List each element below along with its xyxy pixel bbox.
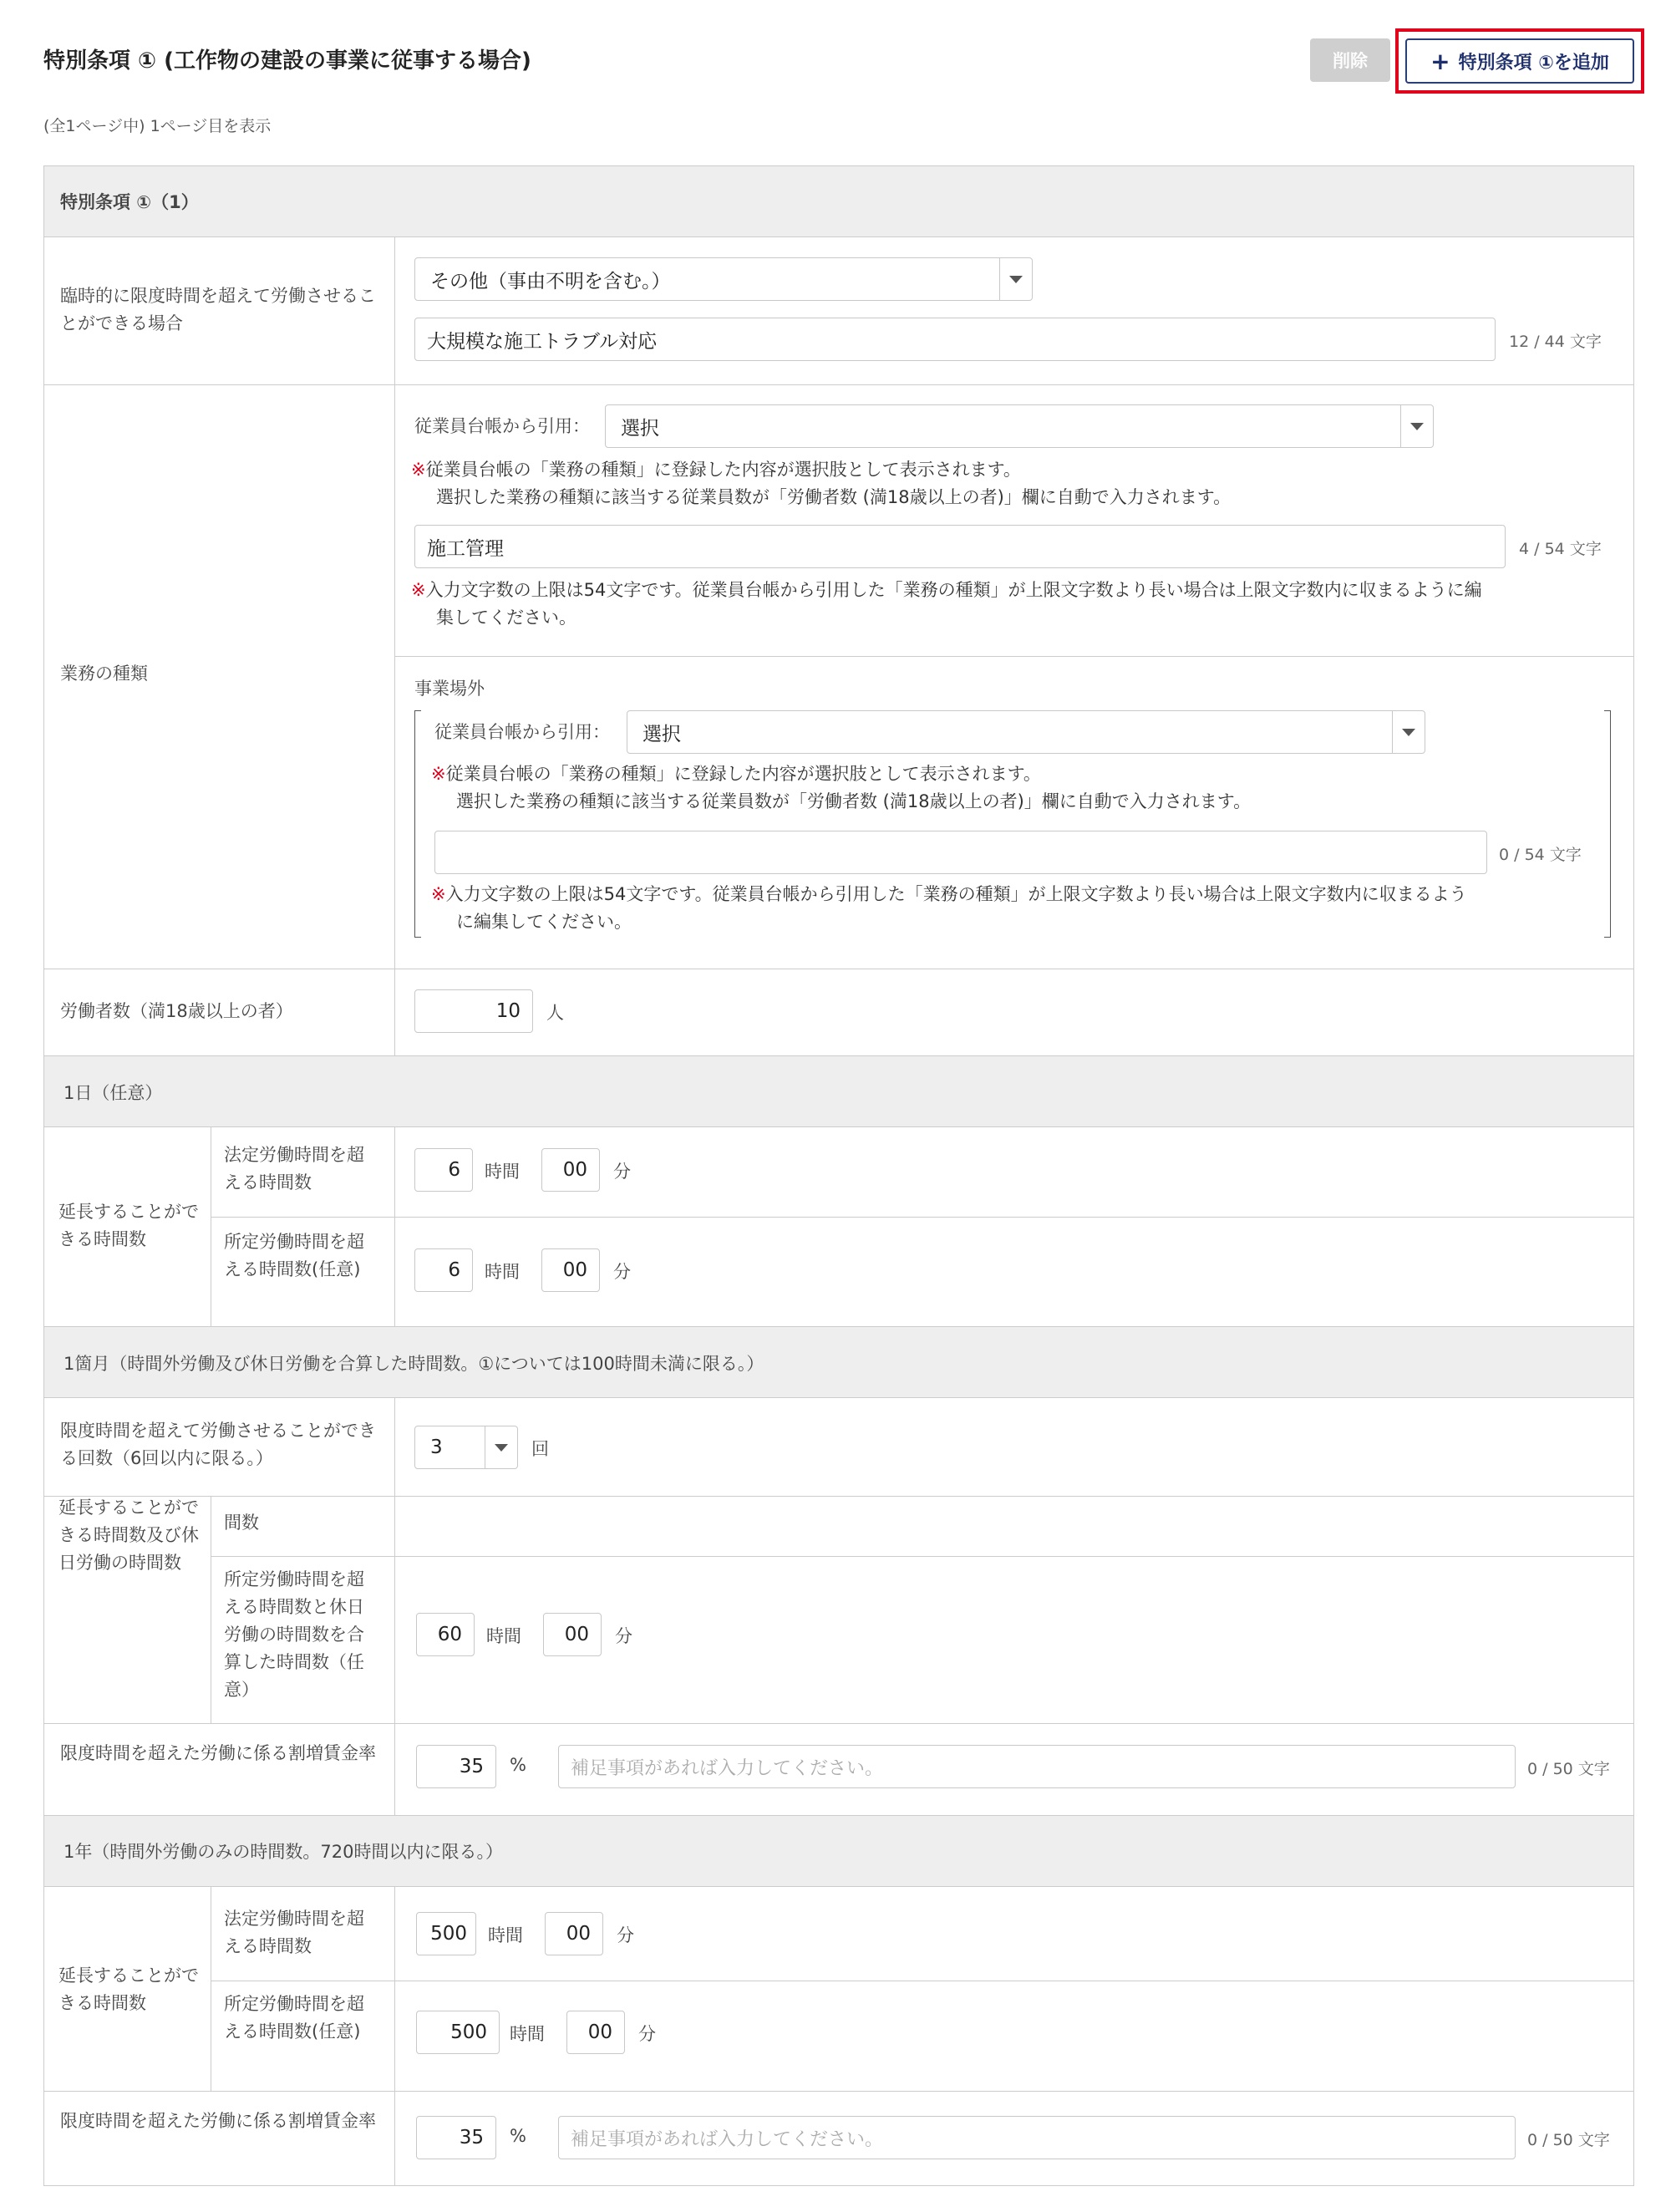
one-month-times-unit: 回 (531, 1439, 549, 1459)
cite-select[interactable] (605, 404, 1434, 448)
note-mark: ※ (431, 884, 446, 904)
work-type-note-line1: 入力文字数の上限は54文字です。従業員台帳から引用した「業務の種類」が上限文字数より長い場合は上限文字数内に収まるように編 (425, 580, 1482, 600)
one-month-scheduled-minutes[interactable]: 00 (543, 1613, 602, 1656)
add-clause-label: 特別条項 ①を追加 (1458, 52, 1609, 74)
section-title: 特別条項 ①（1） (60, 192, 199, 212)
one-day-group-label: 延長することができる時間数 (58, 1202, 199, 1249)
note-mark: ※ (411, 460, 426, 480)
one-month-rate-input[interactable]: 35 (416, 1745, 496, 1788)
cite-label: 従業員台帳から引用： (414, 416, 590, 436)
one-year-scheduled-hours[interactable]: 500 (416, 2011, 500, 2054)
one-month-times-select[interactable] (414, 1426, 518, 1469)
one-day-header-bg (43, 1055, 1634, 1126)
outside-cite-note (431, 760, 1601, 816)
outside-cite-note-line1: 従業員台帳の「業務の種類」に登録した内容が選択肢として表示されます。 (445, 764, 1041, 784)
one-year-scheduled-minute-unit: 分 (638, 2024, 656, 2044)
work-type-note (411, 577, 1614, 632)
one-day-header: 1日（任意） (63, 1083, 163, 1103)
section-header-bg (43, 165, 1634, 236)
one-day-scheduled-minute-unit: 分 (613, 1262, 631, 1282)
work-type-note-line2: 集してください。 (436, 608, 576, 628)
one-month-scheduled-label: 所定労働時間を超える時間数と休日労働の時間数を合算した時間数（任意） (224, 1569, 364, 1700)
one-day-legal-hour-unit: 時間 (485, 1162, 520, 1182)
chevron-down-icon (999, 258, 1032, 300)
plus-icon: + (1430, 47, 1450, 75)
page-title: 特別条項 ① (工作物の建設の事業に従事する場合) (43, 48, 531, 74)
one-year-scheduled-label: 所定労働時間を超える時間数(任意) (224, 1994, 364, 2042)
one-year-rate-unit: % (510, 2126, 526, 2146)
chevron-down-icon (1400, 405, 1433, 447)
workers-label: 労働者数（満18歳以上の者） (60, 1001, 293, 1021)
chevron-down-icon (485, 1426, 517, 1468)
one-month-rate-label: 限度時間を超えた労働に係る割増賃金率 (60, 1743, 376, 1763)
work-type-input[interactable]: 施工管理 (414, 525, 1506, 568)
outside-cite-select-value: 選択 (642, 723, 681, 745)
one-day-legal-label: 法定労働時間を超える時間数 (224, 1145, 364, 1192)
one-month-rate-count: 0 / 50 文字 (1527, 1760, 1610, 1778)
one-month-scheduled-hours[interactable]: 60 (416, 1613, 475, 1656)
one-month-rate-note-input[interactable]: 補足事項があれば入力してください。 (558, 1745, 1516, 1788)
one-month-rate-unit: % (510, 1755, 526, 1775)
work-type-count: 4 / 54 文字 (1519, 540, 1602, 558)
note-mark: ※ (411, 580, 426, 600)
cite-note (411, 456, 1614, 511)
add-clause-button[interactable] (1405, 38, 1634, 84)
one-year-scheduled-minutes[interactable]: 00 (566, 2011, 625, 2054)
one-year-legal-minute-unit: 分 (617, 1925, 634, 1945)
temporary-case-select[interactable] (414, 257, 1033, 301)
one-month-times-label: 限度時間を超えて労働させることができる回数（6回以内に限る。） (60, 1421, 376, 1468)
outside-cite-note-line2: 選択した業務の種類に該当する従業員数が「労働者数 (満18歳以上の者)」欄に自動で入力されます。 (456, 791, 1252, 811)
one-month-times-value: 3 (430, 1437, 443, 1458)
cite-note-line1: 従業員台帳の「業務の種類」に登録した内容が選択肢として表示されます。 (425, 460, 1021, 480)
one-month-scheduled-minute-unit: 分 (615, 1626, 632, 1646)
one-day-scheduled-label: 所定労働時間を超える時間数(任意) (224, 1232, 364, 1279)
workers-input[interactable]: 10 (414, 989, 533, 1033)
delete-button[interactable]: 削除 (1310, 38, 1390, 82)
one-year-header: 1年（時間外労働のみの時間数。720時間以内に限る。） (63, 1842, 503, 1862)
outside-work-type-count: 0 / 54 文字 (1499, 846, 1582, 864)
one-month-scheduled-hour-unit: 時間 (486, 1626, 521, 1646)
one-year-legal-minutes[interactable]: 00 (545, 1912, 603, 1955)
one-month-group-label: 延長することができる時間数及び休日労働の時間数 (58, 1498, 199, 1573)
one-year-legal-hours[interactable]: 500 (416, 1912, 476, 1955)
cite-note-line2: 選択した業務の種類に該当する従業員数が「労働者数 (満18歳以上の者)」欄に自動で入力されます。 (436, 487, 1232, 507)
outside-work-type-note (431, 881, 1601, 936)
one-year-rate-note-input[interactable]: 補足事項があれば入力してください。 (558, 2116, 1516, 2159)
temporary-case-input[interactable]: 大規模な施工トラブル対応 (414, 318, 1496, 361)
note-mark: ※ (431, 764, 446, 784)
one-day-scheduled-hour-unit: 時間 (485, 1262, 520, 1282)
cite-select-value: 選択 (621, 417, 659, 440)
outside-label: 事業場外 (414, 679, 485, 699)
one-day-scheduled-minutes[interactable]: 00 (541, 1248, 600, 1292)
outside-cite-select[interactable] (627, 710, 1425, 754)
one-year-scheduled-hour-unit: 時間 (510, 2024, 545, 2044)
temporary-case-select-value: その他（事由不明を含む。） (430, 270, 671, 292)
outside-work-type-note-line2: に編集してください。 (456, 912, 632, 932)
chevron-down-icon (1392, 711, 1425, 753)
one-year-rate-label: 限度時間を超えた労働に係る割増賃金率 (60, 2111, 376, 2131)
one-day-legal-minutes[interactable]: 00 (541, 1148, 600, 1192)
temporary-case-label: 臨時的に限度時間を超えて労働させることができる場合 (60, 286, 376, 333)
temporary-case-count: 12 / 44 文字 (1509, 333, 1602, 351)
one-day-legal-minute-unit: 分 (613, 1162, 631, 1182)
outside-bracket-right (1604, 710, 1611, 938)
one-day-legal-hours[interactable]: 6 (414, 1148, 473, 1192)
workers-unit: 人 (546, 1003, 564, 1023)
outside-bracket-left (414, 710, 421, 938)
outside-cite-label: 従業員台帳から引用： (434, 722, 610, 742)
outside-work-type-input[interactable] (434, 831, 1487, 874)
one-day-scheduled-hours[interactable]: 6 (414, 1248, 473, 1292)
one-year-rate-count: 0 / 50 文字 (1527, 2131, 1610, 2149)
one-month-cut-label: 間数 (224, 1513, 259, 1533)
work-type-label: 業務の種類 (60, 664, 148, 684)
one-month-header: 1箇月（時間外労働及び休日労働を合算した時間数。①については100時間未満に限る。） (63, 1354, 764, 1374)
one-year-group-label: 延長することができる時間数 (58, 1965, 199, 2013)
one-year-legal-hour-unit: 時間 (488, 1925, 523, 1945)
outside-work-type-note-line1: 入力文字数の上限は54文字です。従業員台帳から引用した「業務の種類」が上限文字数より長い場合は上限文字数内に収まるよう (445, 884, 1467, 904)
one-year-legal-label: 法定労働時間を超える時間数 (224, 1909, 364, 1956)
page-info: (全1ページ中) 1ページ目を表示 (43, 117, 272, 135)
one-year-rate-input[interactable]: 35 (416, 2116, 496, 2159)
